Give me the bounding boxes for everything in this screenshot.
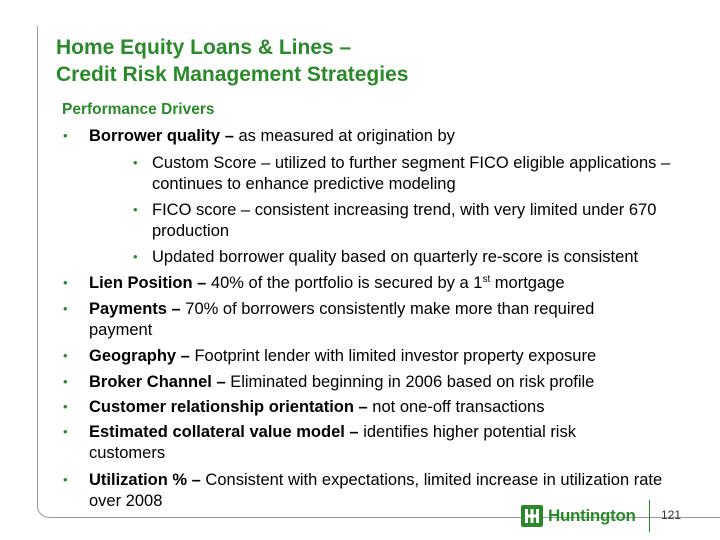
bullet-text: Footprint lender with limited investor property exposure (189, 347, 597, 365)
bullet-text: 40% of the portfolio is secured by a 1 (206, 274, 483, 292)
bullet-dot-icon: • (63, 399, 68, 414)
bullet-borrower-quality (63, 126, 689, 147)
bullet-bold: Broker Channel – (89, 373, 226, 391)
superscript: st (482, 274, 491, 285)
bullet-dot-icon: • (63, 301, 68, 316)
bullet-text-end: mortgage (490, 274, 565, 292)
sub-bullet-fico (133, 200, 672, 241)
footer-divider (649, 500, 650, 532)
section-heading: Performance Drivers (62, 101, 215, 118)
bullet-text: FICO score – consistent increasing trend, with very limited under 670 production (152, 201, 657, 240)
bullet-dot-icon: • (63, 374, 68, 389)
title-line-1: Home Equity Loans & Lines – (56, 36, 352, 59)
bullet-dot-icon: • (63, 472, 68, 487)
bullet-dot-icon: • (133, 202, 138, 217)
bullet-text: Updated borrower quality based on quarterly re-score is consistent (152, 248, 639, 266)
bullet-text: 70% of borrowers consistently make more than required payment (89, 300, 595, 339)
bullet-dot-icon: • (63, 275, 68, 290)
bullet-collateral-model (63, 422, 649, 463)
bullet-bold: Customer relationship orientation – (89, 398, 368, 416)
title-line-2: Credit Risk Management Strategies (56, 63, 409, 86)
bullet-bold: Geography – (89, 347, 190, 365)
bullet-broker-channel (63, 372, 689, 393)
bullet-bold: Borrower quality – (89, 127, 234, 145)
bullet-text: identifies higher potential risk customers (89, 423, 576, 462)
page-number: 121 (661, 508, 682, 522)
bullet-text: as measured at origination by (233, 127, 455, 145)
bullet-dot-icon: • (133, 155, 138, 170)
huntington-logo (521, 504, 636, 528)
bullet-text: Eliminated beginning in 2006 based on risk profile (225, 373, 595, 391)
bullet-dot-icon: • (63, 128, 68, 143)
bullet-geography (63, 346, 689, 367)
bullet-lien-position (63, 273, 689, 294)
bullet-text: not one-off transactions (367, 398, 545, 416)
bullet-bold: Estimated collateral value model – (89, 423, 359, 441)
logo-text: Huntington (548, 506, 636, 525)
bullet-payments (63, 299, 649, 340)
bullet-dot-icon: • (133, 249, 138, 264)
bullet-customer-relationship (63, 397, 689, 418)
bullet-text: Consistent with expectations, limited increase in utilization rate over 2008 (89, 471, 663, 510)
bullet-bold: Payments – (89, 300, 181, 318)
huntington-logo-icon (521, 505, 543, 527)
bullet-dot-icon: • (63, 348, 68, 363)
bullet-bold: Utilization % – (89, 471, 201, 489)
bullet-bold: Lien Position – (89, 274, 207, 292)
bullet-text: Custom Score – utilized to further segment FICO eligible applications – continues to enhance predictive modeling (152, 154, 671, 193)
bullet-dot-icon: • (63, 424, 68, 439)
sub-bullet-updated (133, 247, 692, 268)
sub-bullet-custom-score (133, 153, 672, 194)
